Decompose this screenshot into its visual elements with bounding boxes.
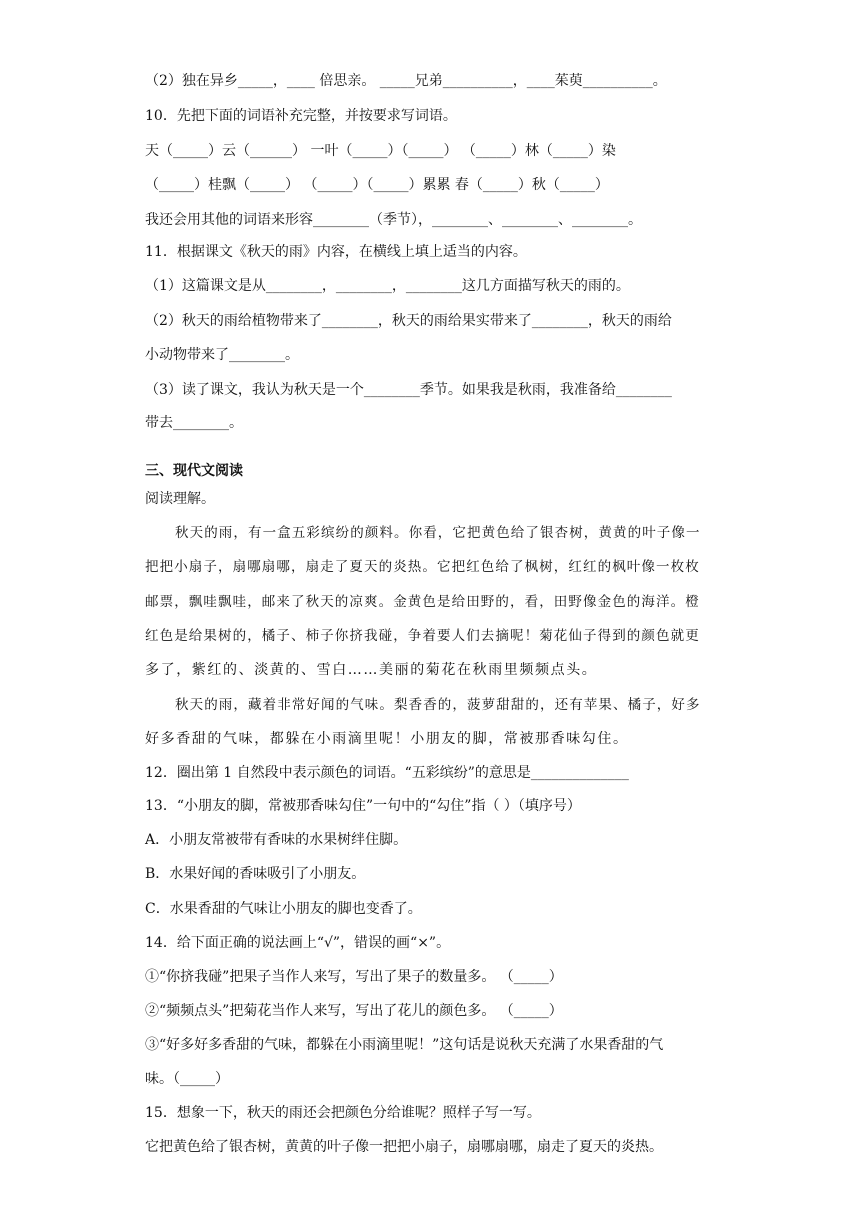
text-line: 阅读理解。 <box>145 491 215 507</box>
passage-line: 红色是给果树的，橘子、柿子你挤我碰，争着要人们去摘呢！菊花仙子得到的颜色就更 <box>145 628 700 644</box>
text-line: 15．想象一下，秋天的雨还会把颜色分给谁呢？照样子写一写。 <box>145 1105 541 1121</box>
passage-line: 秋天的雨，藏着非常好闻的气味。梨香香的，菠萝甜甜的，还有苹果、橘子，好多 <box>175 697 701 713</box>
section-heading: 三、现代文阅读 <box>145 463 243 479</box>
text-line: 带去________。 <box>145 415 243 431</box>
text-line: 味。（_____） <box>145 1071 229 1087</box>
text-line: 天（_____）云（______） 一叶（_____）（_____） （_____）林（_____）染 <box>145 143 616 159</box>
text-line: 11．根据课文《秋天的雨》内容，在横线上填上适当的内容。 <box>145 244 527 260</box>
text-line: （1）这篇课文是从________，________，________这几方面描写秋天的雨的。 <box>145 278 630 294</box>
text-line: 10．先把下面的词语补充完整，并按要求写词语。 <box>145 108 457 124</box>
passage-line: 把把小扇子，扇哪扇哪，扇走了夏天的炎热。它把红色给了枫树，红红的枫叶像一枚枚 <box>145 559 700 575</box>
text-line: 我还会用其他的词语来形容________（季节），________、________、________。 <box>145 212 642 228</box>
text-line: 小动物带来了________。 <box>145 347 299 363</box>
text-line: ①“你挤我碰”把果子当作人来写，写出了果子的数量多。 （_____） <box>145 969 563 985</box>
text-line: B．水果好闻的香味吸引了小朋友。 <box>145 866 366 882</box>
text-line: （2）独在异乡_____，____ 倍思亲。 _____兄弟__________，____茱萸__________。 <box>145 73 667 89</box>
text-line: C．水果香甜的气味让小朋友的脚也变香了。 <box>145 901 422 917</box>
passage-line: 秋天的雨，有一盒五彩缤纷的颜料。你看，它把黄色给了银杏树，黄黄的叶子像一 <box>175 525 701 541</box>
passage-line: 多了，紫红的、淡黄的、雪白……美丽的菊花在秋雨里频频点头。 <box>145 662 598 678</box>
passage-line: 邮票，飘哇飘哇，邮来了秋天的凉爽。金黄色是给田野的，看，田野像金色的海洋。橙 <box>145 594 700 610</box>
passage-line: 好多香甜的气味，都躲在小雨滴里呢！小朋友的脚，常被那香味勾住。 <box>145 731 629 747</box>
text-line: ③“好多好多香甜的气味，都躲在小雨滴里呢！”这句话是说秋天充满了水果香甜的气 <box>145 1037 664 1053</box>
text-line: （3）读了课文，我认为秋天是一个________季节。如果我是秋雨，我准备给________ <box>145 382 672 398</box>
text-line: ②“频频点头”把菊花当作人来写，写出了花儿的颜色多。 （_____） <box>145 1003 563 1019</box>
text-line: （_____）桂飘（_____） （_____）（_____）累累 春（_____）秋（_____） <box>145 177 609 193</box>
text-line: A．小朋友常被带有香味的水果树绊住脚。 <box>145 832 408 848</box>
text-line: 14．给下面正确的说法画上“√”，错误的画“×”。 <box>145 935 451 951</box>
text-line: 它把黄色给了银杏树，黄黄的叶子像一把把小扇子，扇哪扇哪，扇走了夏天的炎热。 <box>145 1139 663 1155</box>
text-line: 12．圈出第 1 自然段中表示颜色的词语。“五彩缤纷”的意思是______________ <box>145 765 629 781</box>
text-line: 13．“小朋友的脚，常被那香味勾住”一句中的“勾住”指（ ）（填序号） <box>145 798 581 814</box>
text-line: （2）秋天的雨给植物带来了________，秋天的雨给果实带来了________，秋天的雨给 <box>145 313 672 329</box>
